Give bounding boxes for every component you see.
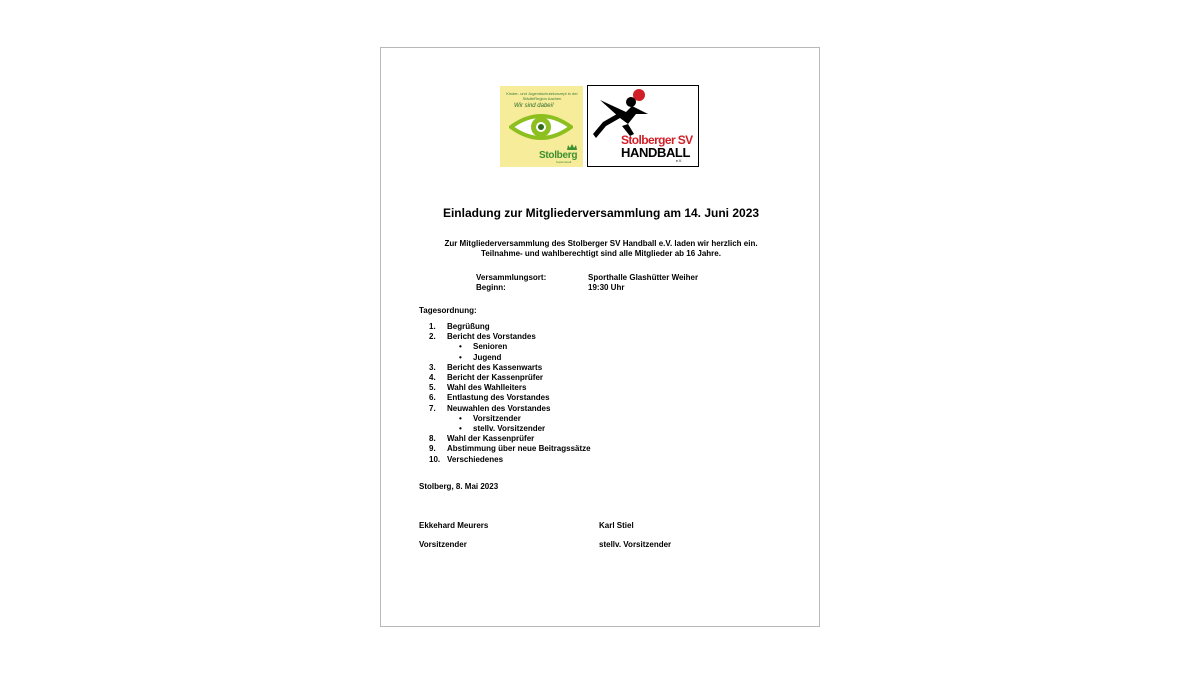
signature-left-role: Vorsitzender [419, 540, 467, 549]
venue-value: Sporthalle Glashütter Weiher [588, 273, 699, 282]
signature-right-name: Karl Stiel [599, 521, 634, 530]
agenda-item: 9. Abstimmung über neue Beitragssätze [429, 444, 591, 454]
logo-caption: Kinder- und Jugendschutzkonzept in der StädteRegion Aachen [506, 91, 578, 101]
handball-player-icon [590, 88, 698, 138]
logo-slogan: Wir sind dabei! [514, 103, 554, 109]
agenda-item: 7. Neuwahlen des Vorstandes [429, 403, 551, 413]
agenda-item: 2. Bericht des Vorstandes [429, 332, 536, 342]
agenda-subitem: • Senioren [459, 342, 508, 352]
start-label: Beginn: [476, 283, 506, 292]
club-sport: HANDBALL [621, 145, 691, 160]
document-page [380, 47, 820, 627]
agenda-item: 6. Entlastung des Vorstandes [429, 393, 550, 403]
agenda-item: 1. Begrüßung [429, 322, 490, 331]
signature-left-name: Ekkehard Meurers [419, 521, 489, 530]
agenda-heading: Tagesordnung: [419, 306, 477, 315]
agenda-list [429, 322, 591, 465]
agenda-item: 10. Verschiedenes [429, 454, 504, 464]
agenda-item: 4. Bericht der Kassenprüfer [429, 373, 544, 383]
venue-label: Versammlungsort: [476, 273, 547, 282]
start-value: 19:30 Uhr [588, 283, 625, 292]
agenda-item: 3. Bericht des Kassenwarts [429, 362, 543, 372]
logo-town: Stolberg [539, 150, 578, 161]
intro-line-2: Teilnahme- und wahlberechtigt sind alle Mitglieder ab 16 Jahre. [481, 249, 721, 258]
intro-text [381, 239, 821, 259]
meta-values [588, 273, 698, 293]
meta-labels [476, 273, 546, 293]
club-name: Stolberger SV [621, 133, 693, 147]
page-title: Einladung zur Mitgliederversammlung am 14. Juni 2023 [442, 206, 760, 220]
agenda-subitem: • Vorsitzender [459, 413, 521, 423]
agenda-subitem: • Jugend [459, 352, 502, 362]
eye-icon [509, 111, 573, 143]
agenda-subitem: • stellv. Vorsitzender [459, 424, 546, 434]
agenda-item: 8. Wahl der Kassenprüfer [429, 434, 535, 444]
intro-line-1: Zur Mitgliederversammlung des Stolberger SV Handball e.V. laden wir herzlich ein. [444, 239, 758, 248]
child-protection-logo [500, 86, 583, 167]
signature-right-role: stellv. Vorsitzender [599, 540, 672, 549]
club-suffix: e.V. [676, 159, 682, 163]
agenda-item: 5. Wahl des Wahlleiters [429, 383, 527, 393]
club-logo [587, 85, 699, 167]
logo-town-sub: Kupferstadt [556, 160, 572, 164]
place-date: Stolberg, 8. Mai 2023 [419, 482, 499, 491]
